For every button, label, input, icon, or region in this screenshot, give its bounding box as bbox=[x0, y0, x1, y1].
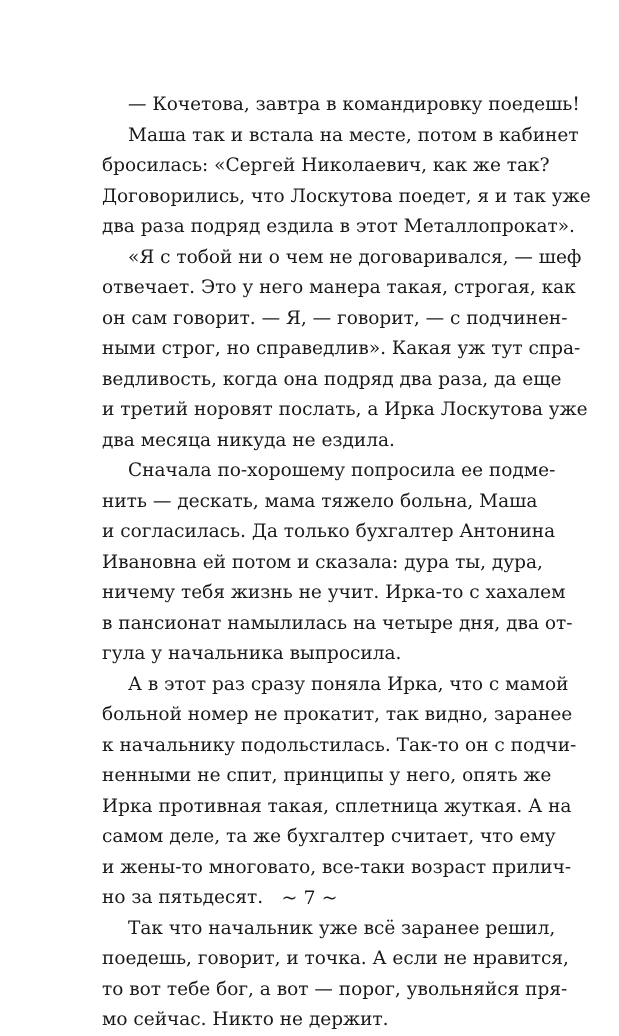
text-line: Договорились, что Лоскутова поедет, я и так уже bbox=[102, 185, 591, 207]
page-number: ~ 7 ~ bbox=[281, 887, 338, 909]
text-line: ными строг, но справедлив». Какая уж тут спра- bbox=[102, 338, 581, 359]
text-line: то вот тебе бог, а вот — порог, увольняйся пря- bbox=[102, 978, 568, 1000]
text-line: больной номер не прокатит, так видно, заранее bbox=[102, 704, 573, 725]
text-line: отвечает. Это у него манера такая, строгая, как bbox=[102, 277, 576, 298]
text-line: «Я с тобой ни о чем не договаривался, — шеф bbox=[128, 246, 582, 268]
text-line: Ивановна ей потом и сказала: дура ты, дура, bbox=[102, 551, 543, 573]
text-line: ненными не спит, принципы у него, опять же bbox=[102, 765, 552, 786]
text-line: Ирка противная такая, сплетница жуткая. А на bbox=[102, 795, 572, 817]
paragraph bbox=[102, 670, 577, 914]
paragraph bbox=[102, 914, 569, 1036]
text-line: и третий норовят послать, а Ирка Лоскутова уже bbox=[102, 399, 588, 420]
text-line: два месяца никуда не ездила. bbox=[102, 429, 395, 451]
text-line: самом деле, та же бухгалтер считает, что ему bbox=[102, 826, 556, 847]
text-line: но за пятьдесят. bbox=[102, 887, 264, 908]
text-line: Так что начальник уже всё заранее решил, bbox=[128, 917, 556, 939]
text-line: — Кочетова, завтра в командировку поедешь! bbox=[128, 94, 580, 115]
paragraph bbox=[102, 456, 573, 670]
text-line: ничему тебя жизнь не учит. Ирка-то с хахалем bbox=[102, 582, 566, 603]
text-line: к начальнику подольстилась. Так-то он с подчи- bbox=[102, 734, 577, 756]
text-line: поедешь, говорит, и точка. А если не нравится, bbox=[102, 948, 569, 969]
text-line: два раза подряд ездила в этот Металлопрокат». bbox=[102, 216, 575, 237]
paragraph bbox=[102, 121, 591, 243]
text-line: он сам говорит. — Я, — говорит, — с подчинен- bbox=[102, 307, 568, 329]
text-line: в пансионат намылилась на четыре дня, два от- bbox=[102, 612, 573, 634]
text-line: нить — дескать, мама тяжело больна, Маша bbox=[102, 490, 538, 512]
text-line: мо сейчас. Никто не держит. bbox=[102, 1009, 389, 1030]
text-line: А в этот раз сразу поняла Ирка, что с мамой bbox=[128, 673, 569, 695]
text-line: гула у начальника выпросила. bbox=[102, 643, 402, 664]
text-line: ведливость, когда она подряд два раза, да еще bbox=[102, 368, 562, 390]
text-line: Сначала по-хорошему попросила ее подме- bbox=[128, 460, 556, 481]
paragraph bbox=[102, 243, 588, 457]
text-line: и жены-то многовато, все-таки возраст прилич- bbox=[102, 856, 572, 878]
text-line: Маша так и встала на месте, потом в кабинет bbox=[128, 124, 579, 146]
text-line: и согласилась. Да только бухгалтер Антонина bbox=[102, 521, 556, 542]
text-line: бросилась: «Сергей Николаевич, как же так? bbox=[102, 155, 550, 176]
paragraph bbox=[102, 90, 580, 121]
